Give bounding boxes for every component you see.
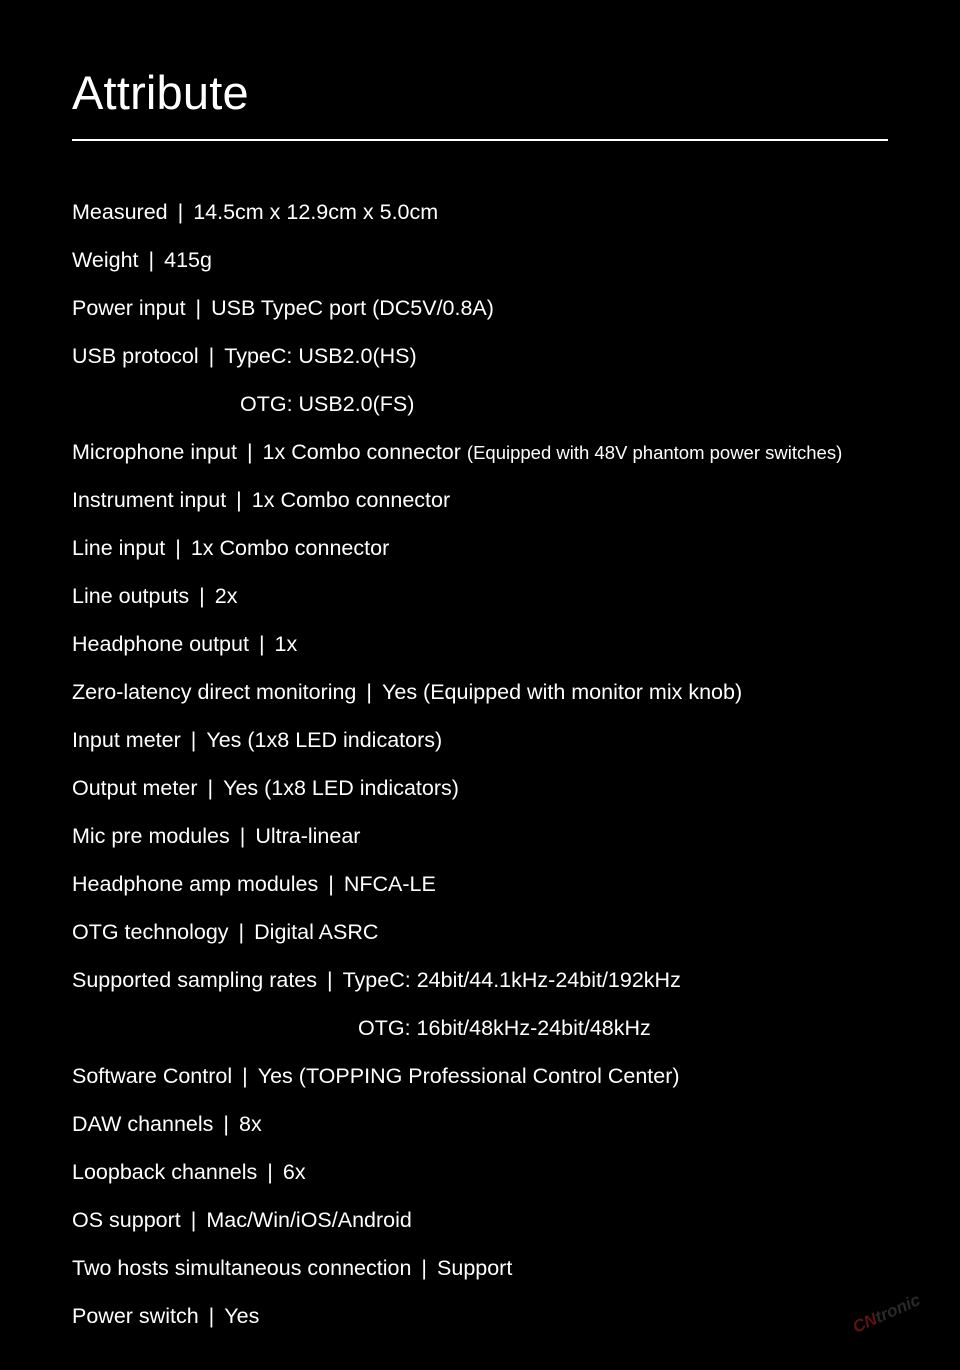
spec-row-software-control bbox=[72, 1052, 952, 1100]
spec-row-instrument-input bbox=[72, 476, 952, 524]
spec-label: Headphone amp modules bbox=[72, 872, 319, 896]
spec-row-microphone-input bbox=[72, 428, 952, 476]
spec-separator: | bbox=[366, 680, 372, 704]
spec-row-line-outputs bbox=[72, 572, 952, 620]
spec-separator: | bbox=[208, 1304, 215, 1328]
spec-value: Yes (TOPPING Professional Control Center) bbox=[257, 1064, 680, 1088]
spec-label: Zero-latency direct monitoring bbox=[72, 680, 357, 704]
spec-row-mic-pre-modules bbox=[72, 812, 952, 860]
spec-value: Yes (1x8 LED indicators) bbox=[223, 776, 459, 800]
spec-row-sampling-rates bbox=[72, 956, 952, 1004]
spec-value: 14.5cm x 12.9cm x 5.0cm bbox=[193, 200, 439, 224]
spec-label: USB protocol bbox=[72, 344, 199, 368]
spec-separator: | bbox=[177, 200, 184, 224]
spec-row-loopback-channels bbox=[72, 1148, 952, 1196]
spec-value: 1x Combo connector bbox=[251, 488, 451, 512]
spec-value: 2x bbox=[214, 584, 238, 608]
spec-value: 1x bbox=[274, 632, 298, 656]
spec-separator: | bbox=[421, 1256, 428, 1280]
spec-row-direct-monitoring bbox=[72, 668, 952, 716]
spec-separator: | bbox=[208, 344, 215, 368]
spec-row-power-input bbox=[72, 284, 952, 332]
spec-separator: | bbox=[238, 920, 245, 944]
spec-label: Instrument input bbox=[72, 488, 227, 512]
spec-label: OS support bbox=[72, 1208, 181, 1232]
spec-value: Mac/Win/iOS/Android bbox=[206, 1208, 412, 1232]
spec-value: Yes (Equipped with monitor mix knob) bbox=[382, 680, 743, 704]
spec-separator: | bbox=[190, 728, 197, 752]
spec-label: Mic pre modules bbox=[72, 824, 230, 848]
spec-row-weight bbox=[72, 236, 952, 284]
spec-separator: | bbox=[236, 488, 242, 512]
spec-separator: | bbox=[148, 248, 155, 272]
spec-value: NFCA-LE bbox=[343, 872, 436, 896]
watermark-prefix: CN bbox=[849, 1309, 880, 1337]
spec-separator: | bbox=[258, 632, 265, 656]
spec-value: 8x bbox=[239, 1112, 262, 1136]
spec-value: TypeC: 24bit/44.1kHz-24bit/192kHz bbox=[342, 968, 681, 992]
spec-row-headphone-output bbox=[72, 620, 952, 668]
spec-label: Line input bbox=[72, 536, 166, 560]
spec-separator: | bbox=[242, 1064, 248, 1088]
spec-value: 1x Combo connector bbox=[262, 440, 461, 464]
spec-value: 6x bbox=[282, 1160, 306, 1184]
spec-value: 415g bbox=[164, 248, 212, 272]
spec-separator: | bbox=[267, 1160, 273, 1184]
spec-row-measured bbox=[72, 188, 952, 236]
spec-value: Support bbox=[437, 1256, 513, 1280]
spec-separator: | bbox=[207, 776, 214, 800]
spec-note: (Equipped with 48V phantom power switches) bbox=[466, 442, 843, 463]
spec-label: Measured bbox=[72, 200, 168, 224]
spec-row-output-meter bbox=[72, 764, 952, 812]
spec-row-input-meter bbox=[72, 716, 952, 764]
spec-label: Software Control bbox=[72, 1064, 233, 1088]
spec-label: Headphone output bbox=[72, 632, 249, 656]
spec-value: USB TypeC port (DC5V/0.8A) bbox=[211, 296, 494, 320]
spec-label: Line outputs bbox=[72, 584, 190, 608]
spec-value: Yes bbox=[224, 1304, 260, 1328]
title-divider bbox=[72, 139, 888, 141]
spec-separator: | bbox=[190, 1208, 197, 1232]
spec-value-continuation: OTG: 16bit/48kHz-24bit/48kHz bbox=[358, 1016, 651, 1040]
spec-row-line-input bbox=[72, 524, 952, 572]
spec-row-usb-protocol bbox=[72, 332, 952, 380]
spec-label: Output meter bbox=[72, 776, 198, 800]
spec-row-daw-channels bbox=[72, 1100, 952, 1148]
spec-separator: | bbox=[175, 536, 181, 560]
spec-value: 1x Combo connector bbox=[190, 536, 390, 560]
spec-separator: | bbox=[246, 440, 253, 464]
spec-row-headphone-amp-modules bbox=[72, 860, 952, 908]
spec-list bbox=[72, 188, 952, 1340]
watermark-suffix: tronic bbox=[872, 1290, 924, 1327]
spec-label: OTG technology bbox=[72, 920, 229, 944]
spec-row-otg-technology bbox=[72, 908, 952, 956]
spec-label: Supported sampling rates bbox=[72, 968, 318, 992]
spec-label: Input meter bbox=[72, 728, 181, 752]
spec-label: Microphone input bbox=[72, 440, 237, 464]
spec-separator: | bbox=[199, 584, 205, 608]
spec-value-continuation: OTG: USB2.0(FS) bbox=[240, 392, 415, 416]
spec-separator: | bbox=[223, 1112, 229, 1136]
spec-label: Power input bbox=[72, 296, 186, 320]
spec-value: TypeC: USB2.0(HS) bbox=[224, 344, 417, 368]
spec-separator: | bbox=[327, 968, 333, 992]
spec-value: Yes (1x8 LED indicators) bbox=[206, 728, 443, 752]
spec-label: Weight bbox=[72, 248, 139, 272]
spec-row-usb-protocol-continuation bbox=[72, 380, 952, 428]
spec-label: Power switch bbox=[72, 1304, 199, 1328]
spec-label: Loopback channels bbox=[72, 1160, 258, 1184]
spec-separator: | bbox=[239, 824, 246, 848]
spec-label: Two hosts simultaneous connection bbox=[72, 1256, 412, 1280]
spec-row-os-support bbox=[72, 1196, 952, 1244]
page-title: Attribute bbox=[72, 66, 249, 119]
spec-row-two-hosts bbox=[72, 1244, 952, 1292]
spec-label: DAW channels bbox=[72, 1112, 214, 1136]
spec-separator: | bbox=[195, 296, 202, 320]
spec-row-power-switch bbox=[72, 1292, 952, 1340]
spec-separator: | bbox=[328, 872, 334, 896]
spec-value: Ultra-linear bbox=[255, 824, 361, 848]
spec-value: Digital ASRC bbox=[254, 920, 379, 944]
spec-row-sampling-rates-continuation bbox=[72, 1004, 952, 1052]
